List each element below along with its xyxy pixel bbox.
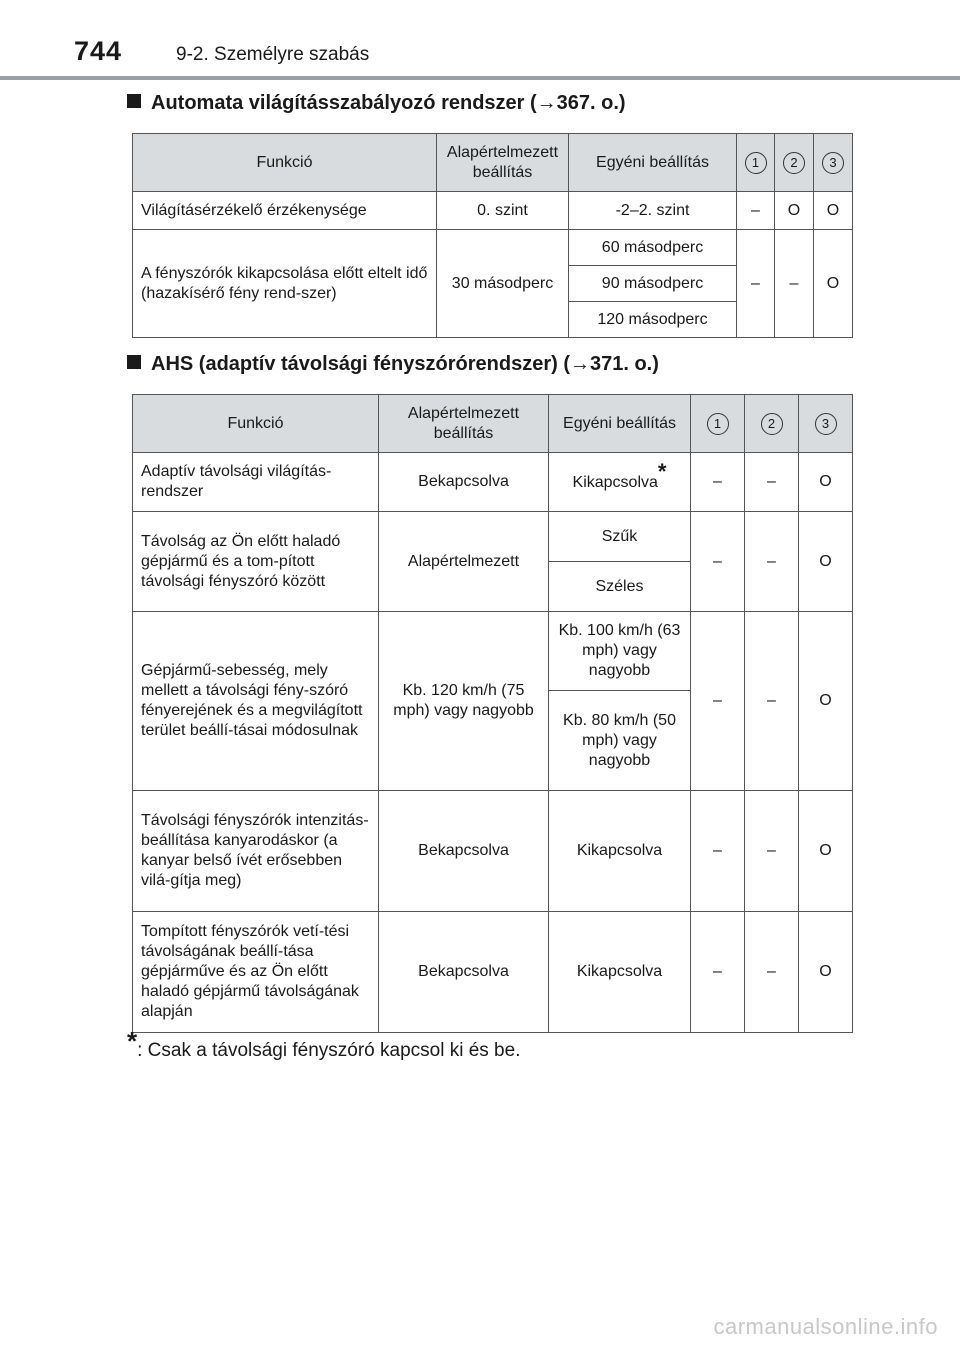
column-header-custom: Egyéni beállítás [549,395,691,453]
circled-number-1: 1 [745,152,767,174]
section-heading-text: Automata világításszabályozó rendszer ( [151,92,537,114]
custom-cell: -2–2. szint [569,192,737,230]
table-row [133,230,853,266]
default-cell: Alapértelmezett [379,512,549,612]
mark-cell-3: O [799,612,853,791]
mark-cell-1: – [691,912,745,1033]
custom-cell: Kikapcsolva [549,791,691,912]
mark-cell-2: – [745,512,799,612]
function-cell: A fényszórók kikapcsolása előtt eltelt idő (hazakísérő fény rend-szer) [133,230,437,338]
section-heading-light-control [127,92,626,115]
custom-value: Kikapcsolva [572,473,658,491]
circled-number-2: 2 [761,413,783,435]
default-cell: 30 másodperc [437,230,569,338]
footnote-asterisk: * [657,458,667,484]
default-cell: Kb. 120 km/h (75 mph) vagy nagyobb [379,612,549,791]
section-heading-ahs [127,353,659,376]
default-cell: Bekapcsolva [379,912,549,1033]
circled-number-1: 1 [707,413,729,435]
column-header-default: Alapértelmezett beállítás [379,395,549,453]
function-cell: Tompított fényszórók vetí-tési távolságának beállí-tása gépjárműve és az Ön előtt haladó gépjármű távolságának alapján [133,912,379,1033]
table-row [133,192,853,230]
section-heading-text: AHS (adaptív távolsági fényszórórendszer) ( [151,353,570,375]
custom-cell: 90 másodperc [569,266,737,302]
arrow-icon: → [569,353,590,375]
column-header-function: Funkció [133,395,379,453]
default-cell: Bekapcsolva [379,453,549,512]
circled-number-2: 2 [783,152,805,174]
custom-cell: Széles [549,562,691,612]
column-header-circle-3 [799,395,853,453]
custom-cell: Kb. 80 km/h (50 mph) vagy nagyobb [549,691,691,791]
mark-cell-3: O [799,791,853,912]
function-cell: Világításérzékelő érzékenysége [133,192,437,230]
column-header-function: Funkció [133,134,437,192]
custom-cell: Kikapcsolva [549,912,691,1033]
page-reference: 371. o.) [589,353,659,375]
mark-cell-1: – [691,512,745,612]
table-row [133,791,853,912]
header-divider [0,76,960,80]
custom-cell [549,453,691,512]
arrow-icon: → [536,92,557,114]
page-reference: 367. o.) [556,92,626,114]
table-row [133,612,853,691]
circled-number-3: 3 [815,413,837,435]
mark-cell-1: – [691,791,745,912]
mark-cell-1: – [737,230,775,338]
column-header-circle-2 [745,395,799,453]
mark-cell-3: O [799,912,853,1033]
default-cell: 0. szint [437,192,569,230]
column-header-circle-3 [814,134,853,192]
column-header-circle-2 [775,134,814,192]
function-cell: Adaptív távolsági világítás-rendszer [133,453,379,512]
table-header-row [133,395,853,453]
function-cell: Távolság az Ön előtt haladó gépjármű és a tom-pított távolsági fényszóró között [133,512,379,612]
column-header-circle-1 [691,395,745,453]
footnote-text: : Csak a távolsági fényszóró kapcsol ki és be. [137,1040,521,1061]
mark-cell-3: O [814,192,853,230]
table-row [133,512,853,562]
default-cell: Bekapcsolva [379,791,549,912]
custom-cell: Kb. 100 km/h (63 mph) vagy nagyobb [549,612,691,691]
chapter-title: 9-2. Személyre szabás [176,44,370,65]
square-bullet-icon [127,94,141,108]
table-row [133,912,853,1033]
mark-cell-2: – [775,230,814,338]
mark-cell-2: O [775,192,814,230]
watermark: carmanualsonline.info [713,1314,938,1339]
column-header-custom: Egyéni beállítás [569,134,737,192]
function-cell: Gépjármű-sebesség, mely mellett a távolsági fény-szóró fényerejének és a megvilágított terület beállí-tásai módosulnak [133,612,379,791]
footnote-asterisk: * [127,1026,138,1056]
column-header-default: Alapértelmezett beállítás [437,134,569,192]
mark-cell-3: O [799,512,853,612]
square-bullet-icon [127,355,141,369]
table-ahs [132,394,853,1033]
table-row [133,453,853,512]
table-light-control [132,133,853,338]
column-header-circle-1 [737,134,775,192]
page-number: 744 [74,36,123,66]
function-cell: Távolsági fényszórók intenzitás-beállítása kanyarodáskor (a kanyar belső ívét erősebben vilá-gítja meg) [133,791,379,912]
mark-cell-2: – [745,453,799,512]
custom-cell: 120 másodperc [569,302,737,338]
footnote [127,1026,521,1062]
mark-cell-2: – [745,912,799,1033]
custom-cell: 60 másodperc [569,230,737,266]
mark-cell-1: – [691,453,745,512]
mark-cell-2: – [745,791,799,912]
mark-cell-1: – [737,192,775,230]
table-header-row [133,134,853,192]
mark-cell-1: – [691,612,745,791]
circled-number-3: 3 [822,152,844,174]
custom-cell: Szűk [549,512,691,562]
mark-cell-2: – [745,612,799,791]
mark-cell-3: O [799,453,853,512]
mark-cell-3: O [814,230,853,338]
